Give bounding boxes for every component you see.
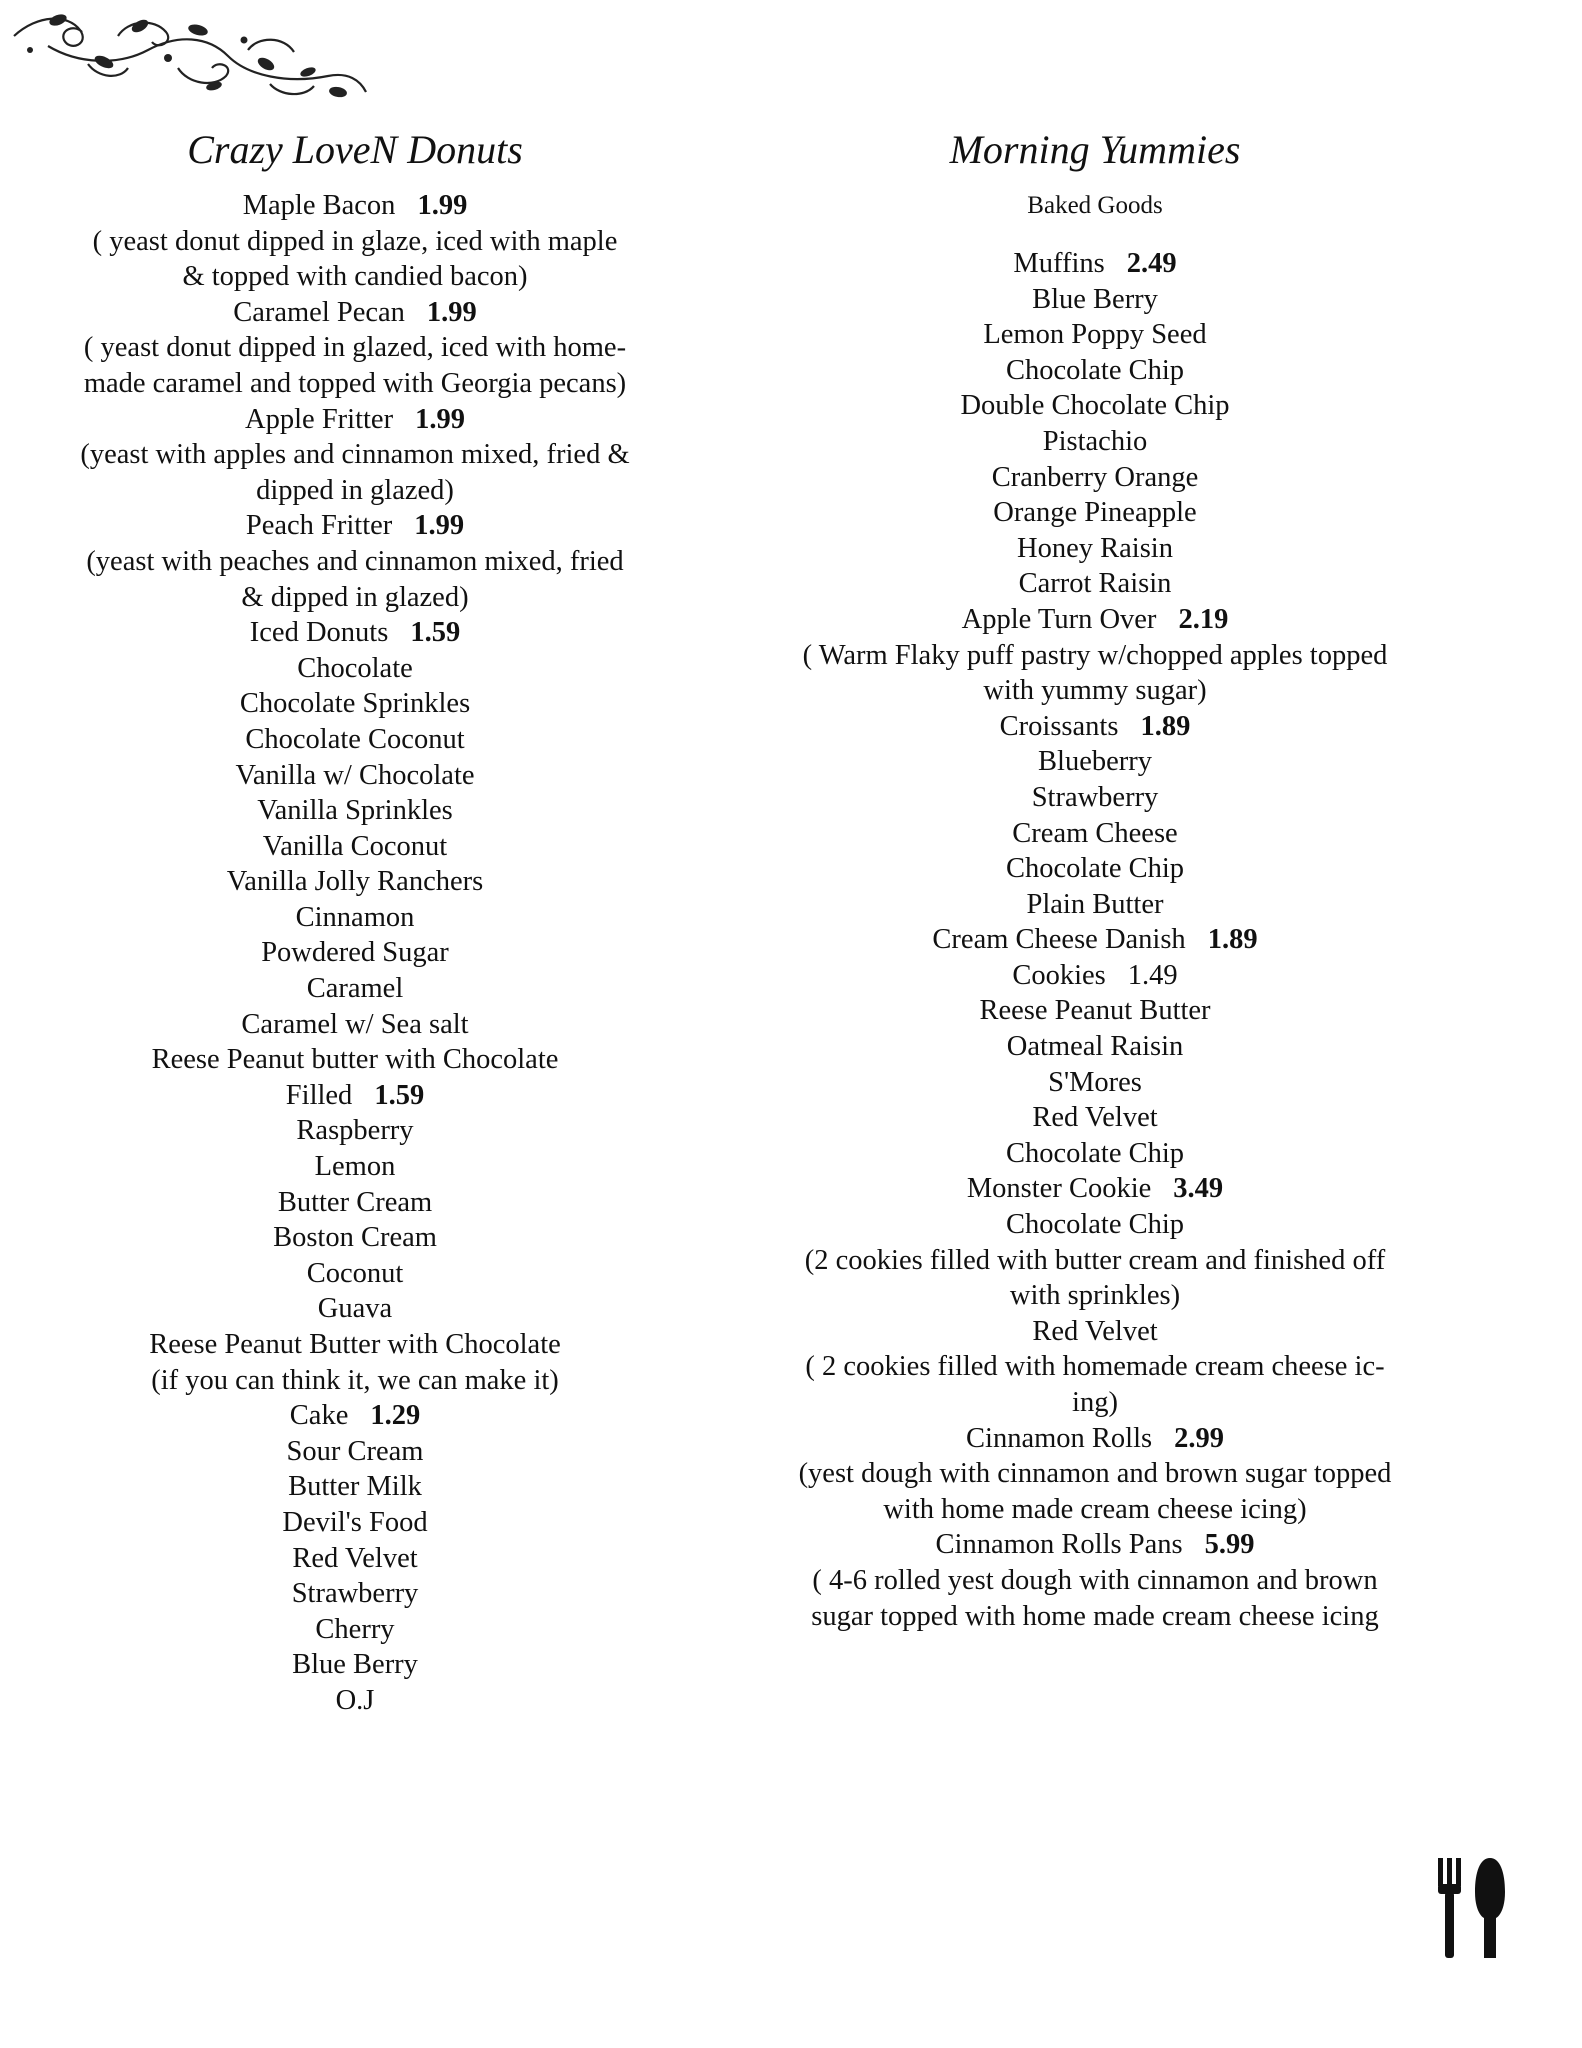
menu-line-text: ( 4-6 rolled yest dough with cinnamon and brown — [812, 1564, 1378, 1596]
menu-line-text: ( Warm Flaky puff pastry w/chopped apples topped — [802, 639, 1388, 671]
menu-line — [745, 1349, 1445, 1385]
menu-line-text: Apple Fritter — [245, 403, 394, 435]
menu-line — [745, 424, 1445, 460]
menu-line — [745, 993, 1445, 1029]
menu-line — [30, 686, 680, 722]
menu-line — [745, 602, 1445, 638]
menu-line — [30, 615, 680, 651]
menu-line-text: Caramel — [306, 973, 404, 1005]
menu-line — [745, 1207, 1445, 1243]
menu-line-text: Guava — [317, 1293, 393, 1325]
menu-line-text: Blue Berry — [1032, 283, 1158, 315]
menu-line-text: Maple Bacon — [242, 190, 396, 221]
menu-line-text: Boston Cream — [273, 1222, 437, 1254]
menu-line — [30, 935, 680, 971]
menu-line — [745, 246, 1445, 282]
menu-item-price: 2.19 — [1178, 603, 1229, 635]
menu-line-text: Chocolate — [297, 652, 413, 684]
menu-line — [30, 1149, 680, 1185]
menu-line-text: Strawberry — [1031, 781, 1159, 813]
menu-line-text: (2 cookies filled with butter cream and finished off — [804, 1244, 1386, 1276]
menu-line-text: Reese Peanut Butter — [979, 995, 1211, 1027]
menu-line-text: with yummy sugar) — [983, 675, 1207, 707]
menu-line-text: Blue Berry — [292, 1649, 418, 1681]
menu-line — [745, 1065, 1445, 1101]
menu-item-price: 3.49 — [1173, 1173, 1224, 1205]
morning-yummies-heading: Morning Yummies — [949, 127, 1241, 172]
menu-item-price: 1.99 — [417, 190, 468, 221]
menu-line-text: Orange Pineapple — [993, 497, 1197, 529]
menu-line — [745, 495, 1445, 531]
menu-line — [745, 1171, 1445, 1207]
menu-line — [30, 1113, 680, 1149]
baked-goods-subheading: Baked Goods — [1027, 192, 1163, 219]
menu-line — [745, 1314, 1445, 1350]
menu-line — [745, 1456, 1445, 1492]
floral-swirl-ornament — [8, 6, 370, 106]
menu-line — [30, 330, 680, 366]
menu-line-text: Coconut — [306, 1257, 404, 1289]
menu-line — [745, 887, 1445, 923]
menu-line-text: Vanilla Jolly Ranchers — [226, 866, 484, 898]
menu-line-text: Cranberry Orange — [991, 461, 1199, 493]
menu-line — [30, 366, 680, 402]
menu-line — [30, 1398, 680, 1434]
menu-line — [745, 1527, 1445, 1563]
menu-line — [30, 437, 680, 473]
menu-item-price: 1.99 — [426, 296, 477, 328]
menu-line-text: Vanilla w/ Chocolate — [235, 759, 475, 791]
fork-and-spoon-icon — [1438, 1858, 1506, 1958]
menu-line — [30, 1469, 680, 1505]
menu-line-text: Red Velvet — [292, 1542, 418, 1574]
menu-line-text: Lemon Poppy Seed — [983, 319, 1207, 351]
menu-line — [30, 1220, 680, 1256]
menu-line-text: & topped with candied bacon) — [182, 261, 528, 293]
menu-line-text: & dipped in glazed) — [241, 581, 469, 613]
menu-item-price: 5.99 — [1204, 1529, 1255, 1561]
menu-line-text: Red Velvet — [1032, 1315, 1158, 1347]
menu-item-price: 1.89 — [1207, 924, 1258, 956]
menu-line-text: Reese Peanut butter with Chocolate — [151, 1044, 559, 1076]
menu-line — [745, 780, 1445, 816]
menu-line — [30, 295, 680, 331]
menu-line — [30, 1042, 680, 1078]
menu-line-text: Devil's Food — [282, 1506, 428, 1538]
menu-item-price: 2.99 — [1174, 1422, 1224, 1454]
menu-line-text: Monster Cookie — [966, 1173, 1152, 1205]
menu-line-text: Raspberry — [296, 1115, 414, 1147]
menu-line-text: Cinnamon Rolls — [966, 1422, 1153, 1454]
menu-item-price: 1.99 — [414, 510, 465, 542]
menu-line-text: dipped in glazed) — [256, 474, 454, 506]
menu-line — [745, 1278, 1445, 1314]
menu-line — [30, 1078, 680, 1114]
menu-line — [745, 638, 1445, 674]
menu-line-text: Filled — [285, 1079, 353, 1111]
menu-line — [745, 531, 1445, 567]
menu-line — [30, 722, 680, 758]
menu-line-text: Blueberry — [1038, 746, 1152, 778]
menu-line-text: (if you can think it, we can make it) — [151, 1364, 559, 1396]
menu-line — [745, 1421, 1445, 1457]
menu-line — [30, 758, 680, 794]
menu-line — [30, 1256, 680, 1292]
menu-line-text: Cinnamon — [295, 901, 415, 933]
menu-line — [745, 744, 1445, 780]
menu-item-price: 1.29 — [370, 1400, 421, 1432]
menu-line — [745, 922, 1445, 958]
menu-line-text: Cake — [289, 1400, 349, 1432]
menu-line — [745, 566, 1445, 602]
menu-line-text: (yeast with apples and cinnamon mixed, fried & — [80, 439, 630, 471]
menu-line-text: ( yeast donut dipped in glazed, iced with home- — [83, 332, 627, 364]
donuts-heading: Crazy LoveN Donuts — [187, 127, 523, 172]
menu-line-text: Chocolate Coconut — [245, 723, 465, 755]
menu-line-text: ( 2 cookies filled with homemade cream cheese ic- — [805, 1351, 1385, 1383]
menu-line-text: Cookies — [1012, 959, 1106, 991]
menu-line — [30, 508, 680, 544]
menu-line — [745, 1029, 1445, 1065]
menu-line-text: Reese Peanut Butter with Chocolate — [149, 1329, 561, 1360]
menu-line — [30, 971, 680, 1007]
menu-line — [30, 900, 680, 936]
menu-line-text: Lemon — [314, 1151, 396, 1183]
menu-line-text: Plain Butter — [1026, 888, 1164, 920]
menu-line — [30, 1007, 680, 1043]
menu-line-text: Vanilla Sprinkles — [257, 795, 453, 827]
menu-line-text: Caramel w/ Sea salt — [241, 1008, 469, 1040]
menu-line-text: Apple Turn Over — [961, 603, 1157, 635]
menu-line — [745, 1100, 1445, 1136]
menu-line — [30, 1647, 680, 1683]
menu-item-price: 1.89 — [1140, 710, 1191, 742]
menu-line — [30, 1291, 680, 1327]
menu-line-text: (yeast with peaches and cinnamon mixed, fried — [86, 545, 624, 577]
menu-item-price: 1.59 — [374, 1079, 425, 1111]
menu-line — [30, 402, 680, 438]
menu-line-text: ( yeast donut dipped in glaze, iced with maple — [92, 225, 618, 257]
menu-line-text: Red Velvet — [1032, 1102, 1158, 1134]
menu-line-text: S'Mores — [1048, 1066, 1142, 1098]
menu-line-text: Honey Raisin — [1017, 532, 1173, 564]
menu-line — [30, 1327, 680, 1363]
menu-line — [745, 816, 1445, 852]
menu-line — [745, 353, 1445, 389]
menu-line-text: Cream Cheese — [1012, 817, 1178, 849]
menu-line — [745, 851, 1445, 887]
menu-line — [30, 1505, 680, 1541]
menu-line-text: Chocolate Chip — [1005, 853, 1185, 885]
menu-line-text: Cream Cheese Danish — [932, 924, 1186, 956]
menu-line — [745, 1492, 1445, 1528]
menu-line-text: Sour Cream — [286, 1435, 424, 1467]
menu-line — [30, 1363, 680, 1399]
menu-line-text: Muffins — [1013, 248, 1105, 279]
menu-line — [30, 1683, 680, 1719]
menu-line-text: Butter Cream — [277, 1186, 433, 1218]
menu-line-text: Strawberry — [291, 1578, 419, 1610]
menu-item-price: 1.99 — [415, 403, 465, 435]
menu-line — [30, 864, 680, 900]
baked-goods-menu-list — [745, 246, 1445, 1634]
menu-line-text: Iced Donuts — [249, 617, 389, 649]
menu-item-price: 1.49 — [1127, 959, 1178, 991]
menu-line-text: Cinnamon Rolls Pans — [935, 1529, 1183, 1561]
menu-line — [745, 1136, 1445, 1172]
menu-line — [30, 580, 680, 616]
menu-line-text: Chocolate Chip — [1005, 1137, 1185, 1169]
menu-line-text: (yest dough with cinnamon and brown sugar topped — [798, 1458, 1392, 1490]
menu-line-text: Butter Milk — [288, 1471, 422, 1503]
menu-line — [745, 317, 1445, 353]
menu-line-text: Peach Fritter — [245, 510, 393, 542]
menu-line-text: Carrot Raisin — [1018, 568, 1172, 600]
menu-line — [30, 1434, 680, 1470]
menu-line — [30, 793, 680, 829]
menu-line — [745, 388, 1445, 424]
menu-line — [30, 1612, 680, 1648]
menu-line — [30, 188, 680, 224]
menu-line — [30, 829, 680, 865]
menu-line — [30, 259, 680, 295]
menu-line — [745, 1563, 1445, 1599]
menu-line — [745, 958, 1445, 994]
menu-line — [745, 282, 1445, 318]
menu-line-text: Croissants — [999, 710, 1119, 742]
menu-line-text: Double Chocolate Chip — [960, 390, 1230, 422]
menu-line — [30, 544, 680, 580]
menu-line-text: Powdered Sugar — [261, 937, 449, 969]
menu-item-price: 2.49 — [1126, 248, 1177, 279]
menu-line — [745, 460, 1445, 496]
menu-line — [745, 1599, 1445, 1635]
menu-line-text: Chocolate Sprinkles — [239, 688, 471, 720]
menu-line — [745, 709, 1445, 745]
menu-line-text: Chocolate Chip — [1005, 354, 1185, 386]
menu-line-text: made caramel and topped with Georgia pecans) — [83, 367, 627, 399]
menu-line — [745, 1243, 1445, 1279]
menu-line-text: sugar topped with home made cream cheese icing — [811, 1600, 1379, 1632]
menu-line-text: Caramel Pecan — [233, 296, 405, 328]
morning-yummies-column — [745, 120, 1445, 1634]
menu-line-text: Cherry — [315, 1613, 395, 1645]
menu-line-text: O.J — [335, 1684, 375, 1716]
donuts-menu-list — [30, 188, 680, 1719]
menu-line-text: with home made cream cheese icing) — [883, 1493, 1307, 1525]
menu-line-text: ing) — [1072, 1387, 1118, 1418]
menu-line — [30, 224, 680, 260]
menu-line — [30, 1541, 680, 1577]
menu-line — [30, 473, 680, 509]
donuts-column — [30, 120, 680, 1719]
menu-line-text: Chocolate Chip — [1005, 1209, 1185, 1241]
menu-line-text: Vanilla Coconut — [262, 830, 448, 862]
menu-line-text: Pistachio — [1042, 425, 1148, 457]
menu-line — [30, 1185, 680, 1221]
menu-item-price: 1.59 — [410, 617, 461, 649]
menu-line-text: with sprinkles) — [1009, 1280, 1181, 1312]
menu-line — [30, 651, 680, 687]
menu-line — [745, 673, 1445, 709]
menu-line-text: Oatmeal Raisin — [1006, 1031, 1184, 1063]
menu-line — [30, 1576, 680, 1612]
menu-line — [745, 1385, 1445, 1421]
